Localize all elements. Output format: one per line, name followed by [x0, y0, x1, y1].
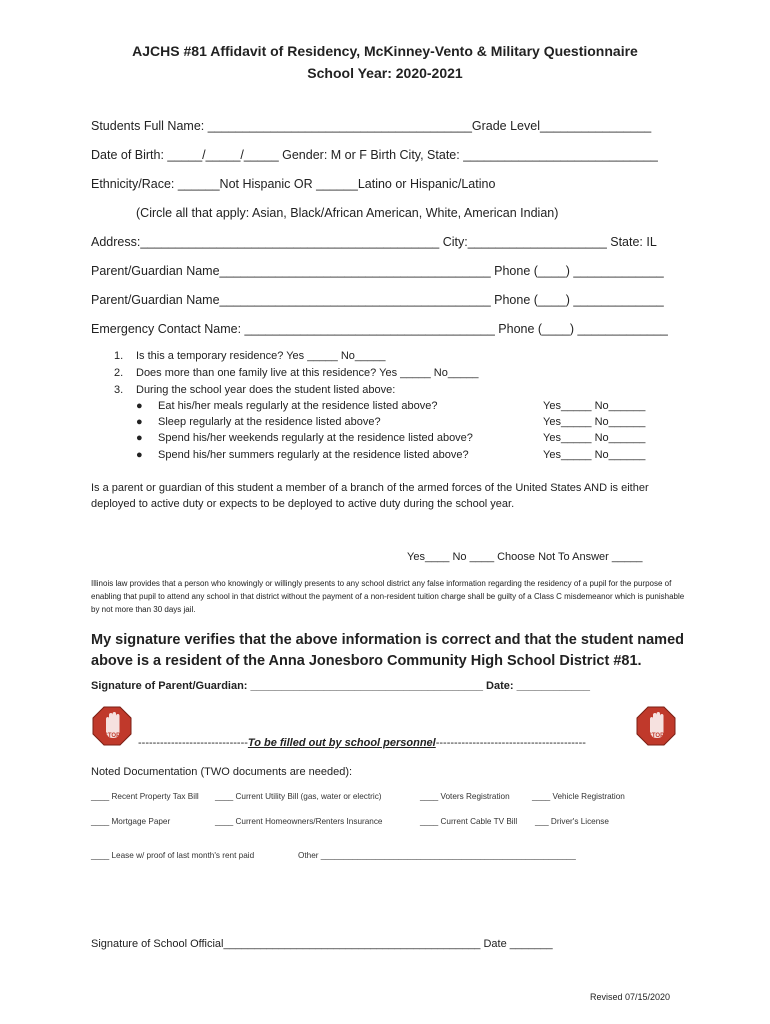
bullet-meals: Eat his/her meals regularly at the residence listed above? [158, 400, 438, 412]
bullet-icon: ● [136, 449, 143, 461]
yes-no-sleep[interactable]: Yes_____ No______ [543, 416, 646, 428]
doc-utility-bill[interactable]: ____ Current Utility Bill (gas, water or electric) [215, 792, 382, 801]
military-question: Is a parent or guardian of this student a member of a branch of the armed forces of the United States AND is either deployed to active duty or expects to be deployed to active duty during the school year. [91, 482, 649, 510]
military-answer[interactable]: Yes____ No ____ Choose Not To Answer _____ [407, 551, 643, 563]
revised-date: Revised 07/15/2020 [590, 992, 671, 1002]
stop-sign-icon [636, 706, 676, 751]
question-school-year: During the school year does the student listed above: [136, 384, 396, 396]
bullet-weekends: Spend his/her weekends regularly at the residence listed above? [158, 432, 473, 444]
stop-sign-left-label: STOP [103, 733, 121, 739]
race-note: (Circle all that apply: Asian, Black/African American, White, American Indian) [136, 206, 559, 220]
doc-vehicle-registration[interactable]: ____ Vehicle Registration [532, 792, 625, 801]
student-name-field[interactable]: Students Full Name: ______________________________________Grade Level________________ [91, 119, 652, 133]
parent-guardian-1-field[interactable]: Parent/Guardian Name_______________________________________ Phone (____) _____________ [91, 264, 664, 278]
bullet-icon: ● [136, 416, 143, 428]
question-temporary-residence[interactable]: Is this a temporary residence? Yes _____ No_____ [136, 350, 386, 362]
school-year: School Year: 2020-2021 [307, 65, 463, 81]
stop-sign-right-label: STOP [647, 733, 665, 739]
stop-sign-icon [92, 706, 132, 751]
doc-drivers-license[interactable]: ___ Driver's License [535, 817, 609, 826]
divider-dashes-left: ------------------------------ [138, 737, 248, 749]
doc-mortgage-paper[interactable]: ____ Mortgage Paper [91, 817, 171, 826]
school-personnel-divider [138, 737, 586, 749]
emergency-contact-field[interactable]: Emergency Contact Name: ____________________________________ Phone (____) _____________ [91, 322, 668, 336]
doc-homeowners-insurance[interactable]: ____ Current Homeowners/Renters Insurance [215, 817, 383, 826]
ethnicity-field[interactable]: Ethnicity/Race: ______Not Hispanic OR ______Latino or Hispanic/Latino [91, 177, 496, 191]
form-title: AJCHS #81 Affidavit of Residency, McKinney-Vento & Military Questionnaire [132, 43, 638, 59]
address-field[interactable]: Address:___________________________________________ City:____________________ State: IL [91, 235, 657, 249]
question-multiple-families[interactable]: Does more than one family live at this residence? Yes _____ No_____ [136, 367, 479, 379]
stop-sign-left-graphic [92, 706, 132, 746]
stop-sign-right-graphic [636, 706, 676, 746]
doc-lease[interactable]: ____ Lease w/ proof of last month's rent paid [91, 851, 255, 860]
verification-statement: My signature verifies that the above information is correct and that the student named above is a resident of the Anna Jonesboro Community High School District #81. [91, 632, 684, 669]
doc-other[interactable]: Other ________________________________________________________ [298, 851, 576, 860]
dob-field[interactable]: Date of Birth: _____/_____/_____ Gender: M or F Birth City, State: ____________________________ [91, 148, 658, 162]
question-num: 2. [114, 367, 124, 379]
parent-signature-field[interactable]: Signature of Parent/Guardian: ______________________________________ Date: ____________ [91, 680, 591, 692]
legal-notice: Illinois law provides that a person who knowingly or willingly presents to any school district any false information regarding the residency of a pupil for the purpose of enabling that pupil to attend any school in that district without the payment of a non-resident tuition charge shall be guilty of a Class C misdemeanor which is punishable by not more than 30 days jail. [91, 579, 685, 614]
question-num: 1. [114, 350, 124, 362]
bullet-sleep: Sleep regularly at the residence listed above? [158, 416, 381, 428]
documentation-heading: Noted Documentation (TWO documents are needed): [91, 766, 353, 778]
doc-cable-tv-bill[interactable]: ____ Current Cable TV Bill [420, 817, 518, 826]
question-num: 3. [114, 384, 124, 396]
parent-guardian-2-field[interactable]: Parent/Guardian Name_______________________________________ Phone (____) _____________ [91, 293, 664, 307]
school-personnel-label: To be filled out by school personnel [247, 737, 436, 749]
bullet-summers: Spend his/her summers regularly at the residence listed above? [158, 449, 469, 461]
yes-no-summers[interactable]: Yes_____ No______ [543, 449, 646, 461]
doc-property-tax[interactable]: ____ Recent Property Tax Bill [91, 792, 199, 801]
doc-voters-registration[interactable]: ____ Voters Registration [420, 792, 510, 801]
yes-no-meals[interactable]: Yes_____ No______ [543, 400, 646, 412]
divider-dashes-right: ----------------------------------------- [435, 737, 586, 749]
official-signature-field[interactable]: Signature of School Official__________________________________________ Date _______ [91, 938, 553, 950]
yes-no-weekends[interactable]: Yes_____ No______ [543, 432, 646, 444]
bullet-icon: ● [136, 432, 143, 444]
bullet-icon: ● [136, 400, 143, 412]
